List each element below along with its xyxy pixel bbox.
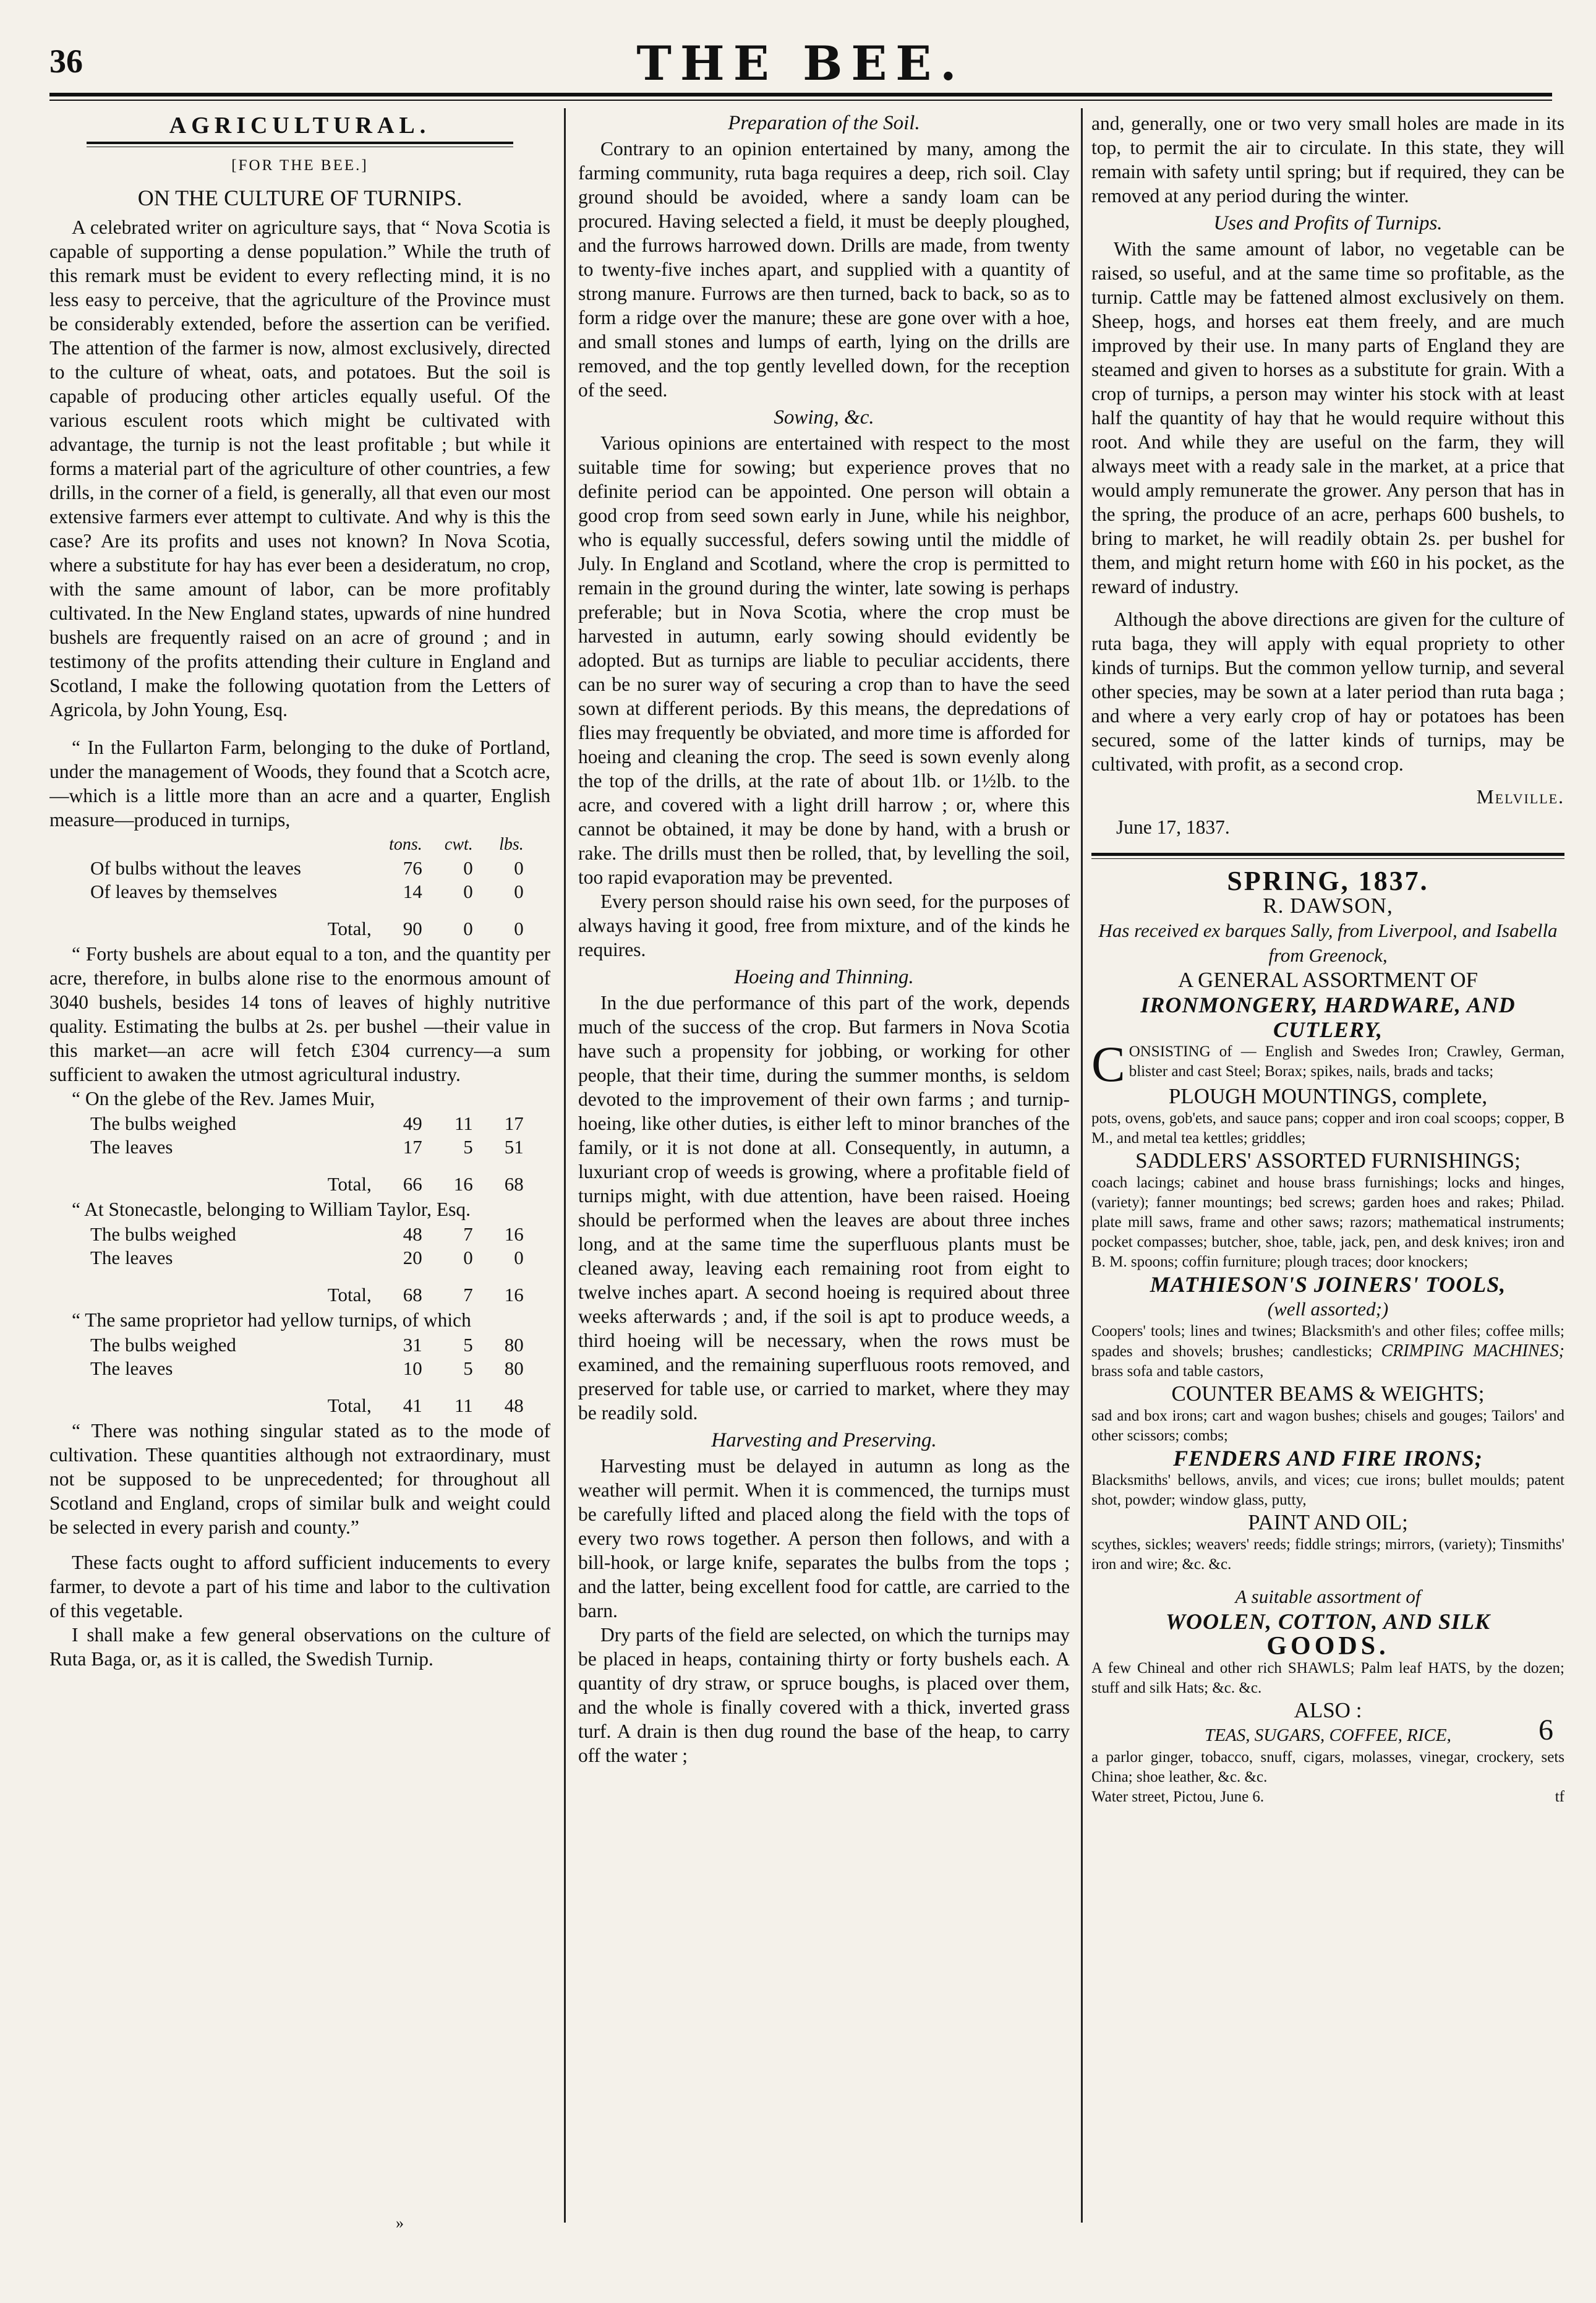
ad-plough: PLOUGH MOUNTINGS, complete, bbox=[1168, 1084, 1488, 1108]
ad-received: Has received ex barques Sally, from Liverpool, and Isabella from Greenock, bbox=[1098, 920, 1558, 966]
column-1 bbox=[49, 111, 550, 2229]
paragraph: Various opinions are entertained with respect to the most suitable time for sowing; but experience proves that no definite period can be appointed. One person will obtain a good crop from seed sown early in June, while his neighbor, who is equally successful, defers sowing until the middle of July. In England and Scotland, where the crop is permitted to remain in the ground during the winter, late sowing is perhaps preferable; but in Nova Scotia, where the crop must be harvested in autumn, early sowing should evidently be adopted. But as turnips are liable to peculiar accidents, there can be no surer way of securing a crop than to have the seed sown at different periods. By this means, the depredations of flies may frequently be obviated, and more time is afforded for hoeing and cleaning the crop. The seed is sown evenly along the top of the drills, at the rate of about 1lb. or 1½lb. to the acre, and covered with a light drill harrow ; or, where this cannot be obtained, it may be done by hand, with a brush or rake. The drills must then be rolled, that, by levelling the soil, too rapid evaporation may be prevented. bbox=[578, 432, 1070, 888]
table-total: Total, 41 11 48 bbox=[327, 1395, 524, 1416]
ad-teas: TEAS, SUGARS, COFFEE, RICE, bbox=[1205, 1725, 1451, 1745]
ad-assortment: A GENERAL ASSORTMENT OF bbox=[1177, 968, 1479, 992]
masthead: THE BEE. bbox=[636, 36, 965, 91]
paragraph: A celebrated writer on agriculture says, that “ Nova Scotia is capable of supporting a dense population.” While the truth of this remark must be evident to every reflecting mind, it is no less easy to perceive, that the agriculture of the Province must be considerably extended, before the assertion can be verified. The attention of the farmer is now, almost exclusively, directed to the culture of wheat, oats, and potatoes. But the soil is capable of producing other articles equally useful. Of the various esculent roots which might be cultivated with advantage, the turnip is not the least profitable ; but while it forms a material part of the agriculture of other countries, a few drills, in the corner of a field, is generally, all that even our most extensive farmers ever attempt to cultivate. And why is this the case? Are its profits and uses not known? In Nova Scotia, where a substitute for hay has ever been a desideratum, no crop, with the same amount of labor, can be more profitably cultivated. In the New England states, upwards of nine hundred bushels are frequently raised on an acre of ground ; and in testimony of the profits attending their culture in England and Scotland, I make the following quotation from the Letters of Agricola, by John Young, Esq. bbox=[49, 216, 550, 720]
ad-merchant: R. DAWSON, bbox=[1263, 894, 1393, 918]
paragraph: In the due performance of this part of the work, depends much of the success of the crop. But farmers in Nova Scotia have such a propensity for jobbing, or working for other people, that their time, during the summer months, is seldom devoted to the improvement of their own farms ; and turnip-hoeing, like other duties, is either left to minor branches of the family, or it is not done at all. Consequently, in autumn, a luxuriant crop of weeds is growing, where a profitable field of turnips might, with due attention, have been raised. Hoeing should be performed when the leaves are about three inches long, and at the same time the superfluous plants must be cleaned away, leaving each remaining root from eight to twelve inches apart. A second hoeing is required about three weeks afterwards ; and, if the soil is apt to produce weeds, a third hoeing will be necessary, when the rows must be examined, and the remaining superfluous roots removed, and preserved for table use, or carried to market, where they may be readily sold. bbox=[578, 992, 1070, 1424]
table-row: The leaves 17 5 51 bbox=[90, 1136, 524, 1158]
page-number: 36 bbox=[49, 43, 83, 80]
ad-address: Water street, Pictou, June 6. bbox=[1091, 1788, 1265, 1805]
ad-footer bbox=[1091, 1787, 1564, 1807]
table-row: The leaves 20 0 0 bbox=[90, 1247, 524, 1268]
ad-rule-thin bbox=[1091, 858, 1564, 859]
drop-cap: C bbox=[1091, 1036, 1125, 1092]
table-row: The bulbs weighed 49 11 17 bbox=[90, 1113, 524, 1134]
ad-shawls: A few Chineal and other rich SHAWLS; Palm leaf HATS, by the dozen; stuff and silk Hats; &c. &c. bbox=[1091, 1660, 1564, 1696]
ad-sad: sad and box irons; cart and wagon bushes; chisels and gouges; Tailors' and other scissors; combs; bbox=[1091, 1408, 1564, 1444]
ad-paint: PAINT AND OIL; bbox=[1248, 1510, 1408, 1534]
column-3 bbox=[1091, 111, 1564, 2229]
ad-blacksmiths: Blacksmiths' bellows, anvils, and vices; cue irons; bullet moulds; patent shot, powder; window glass, putty, bbox=[1091, 1472, 1564, 1508]
paragraph: “ On the glebe of the Rev. James Muir, bbox=[72, 1088, 375, 1109]
ad-mathieson: MATHIESON'S JOINERS' TOOLS, bbox=[1150, 1272, 1506, 1297]
paragraph: These facts ought to afford sufficient inducements to every farmer, to devote a part of his time and labor to the cultivation of this vegetable. bbox=[49, 1552, 550, 1622]
paragraph: Dry parts of the field are selected, on which the turnips may be placed in heaps, containing thirty or forty bushels each. A quantity of dry straw, or spruce boughs, is placed over them, and the whole is finally covered with a thick, inverted grass turf. A drain is then dug round the base of the heap, to carry off the water ; bbox=[578, 1624, 1070, 1766]
subheading: Harvesting and Preserving. bbox=[711, 1429, 937, 1451]
paragraph: Contrary to an opinion entertained by many, among the farming community, ruta baga requires a deep, rich soil. Clay ground should be avoided, where a sandy loam can be procured. Having selected a field, it must be deeply ploughed, and the furrows harrowed down. Drills are made, from twenty to twenty-five inches apart, and supplied with a quantity of strong manure. Furrows are then turned, back to back, so as to form a ridge over the manure; these are gone over with a hoe, and small stones and lumps of earth, lying on the drills are removed, and the top gently levelled down, for the reception of the seed. bbox=[578, 138, 1070, 401]
paragraph: Although the above directions are given for the culture of ruta baga, they will apply with equal propriety to other kinds of turnips. But the common yellow turnip, and several other species, may be sown at a later period than ruta baga ; and where a very early crop of hay or potatoes has been secured, some of the latter kinds of turnips, may be cultivated, with profit, as a second crop. bbox=[1091, 609, 1564, 775]
table-total: Total, 66 16 68 bbox=[327, 1173, 524, 1195]
section-rule bbox=[87, 142, 513, 147]
table-total: Total, 90 0 0 bbox=[327, 918, 524, 939]
column-2 bbox=[578, 111, 1070, 2229]
paragraph: “ The same proprietor had yellow turnips, of which bbox=[72, 1309, 471, 1331]
subheading: Preparation of the Soil. bbox=[728, 112, 920, 134]
table-row: Of bulbs without the leaves 76 0 0 bbox=[90, 857, 524, 879]
table-row: The bulbs weighed 31 5 80 bbox=[90, 1334, 524, 1356]
table-row: Of leaves by themselves 14 0 0 bbox=[90, 881, 524, 902]
ad-counter: COUNTER BEAMS & WEIGHTS; bbox=[1171, 1382, 1485, 1406]
yield-table-yellow bbox=[87, 1333, 527, 1417]
paragraph: With the same amount of labor, no vegetable can be raised, so useful, and at the same time so profitable, as the turnip. Cattle may be fattened almost exclusively on them. Sheep, hogs, and horses eat them freely, and are much improved by their use. In many parts of England they are steamed and given to horses as a substitute for grain. With a crop of turnips, a person may winter his stock with at least half the quantity of hay that he would require without this root. And while they are useful on the farm, they will always meet with a ready sale in the market, at a price that would amply remunerate the grower. Any person that has in the spring, the produce of an acre, perhaps 600 bushels, to bring to market, he will readily obtain 2s. per bushel for them, and might return home with £60 in his pocket, as the reward of industry. bbox=[1091, 238, 1564, 597]
ad-parlor: a parlor ginger, tobacco, snuff, cigars, molasses, vinegar, crockery, sets China; shoe leather, &c. &c. bbox=[1091, 1749, 1564, 1785]
ad-well-assorted: (well assorted;) bbox=[1267, 1298, 1389, 1320]
yield-table-stonecastle bbox=[87, 1223, 527, 1307]
ad-suitable: A suitable assortment of bbox=[1235, 1586, 1421, 1607]
yield-table-fullarton: tons. cwt. lbs. Of bulbs without the leaves 76 0 0 Of leaves by themselves 14 0 0 Total, 90 0 0 bbox=[87, 833, 527, 941]
ad-coopers: Coopers' tools; lines and twines; Blacksmith's and other files; coffee mills; spades and shovels; brushes; candlesticks; CRIMPING MACHINES; brass sofa and table castors, bbox=[1091, 1323, 1564, 1380]
signature: Melville. bbox=[1476, 786, 1564, 808]
ad-rule bbox=[1091, 853, 1564, 856]
header-rule bbox=[49, 93, 1552, 96]
paragraph: Harvesting must be delayed in autumn as long as the weather will permit. When it is commenced, the turnips must be carefully lifted and placed along the field with the tops of every two rows together. A person then follows, and with a bill-hook, or large knife, separates the bulbs from the tops ; and the latter, being excellent food for cattle, are carried to the barn. bbox=[578, 1455, 1070, 1622]
article-title: ON THE CULTURE OF TURNIPS. bbox=[137, 186, 463, 210]
subheading: Sowing, &c. bbox=[774, 406, 874, 429]
ad-consisting: CONSISTING of — English and Swedes Iron; Crawley, German, blister and cast Steel; Borax; spikes, nails, brads and tacks; bbox=[1091, 1036, 1564, 1092]
ad-fenders: FENDERS AND FIRE IRONS; bbox=[1173, 1446, 1483, 1471]
ad-woolen: WOOLEN, COTTON, AND SILK bbox=[1165, 1609, 1491, 1634]
table-row: The leaves 10 5 80 bbox=[90, 1357, 524, 1379]
margin-mark: 6 bbox=[1538, 1714, 1553, 1746]
ad-also: ALSO : bbox=[1294, 1698, 1362, 1722]
table-row: The bulbs weighed 48 7 16 bbox=[90, 1223, 524, 1245]
dateline: June 17, 1837. bbox=[1116, 816, 1230, 838]
advertisement-dawson bbox=[1091, 866, 1564, 1807]
attribution: [FOR THE BEE.] bbox=[231, 157, 369, 174]
paragraph: “ Forty bushels are about equal to a ton, and the quantity per acre, therefore, in bulbs alone rise to the enormous amount of 3040 bushels, besides 14 tons of leaves of highly nutritive quality. Estimating the bulbs at 2s. per bushel —their value in this market—an acre will fetch £304 currency—a sum sufficient to awaken the utmost agricultural industry. bbox=[49, 943, 550, 1085]
ad-coach: coach lacings; cabinet and house brass furnishings; locks and hinges, (variety); fanner mountings; bed screws; garden hoes and rakes; Philad. plate mill saws, frame and other saws; razors; mathematical instruments; pocket compasses; butcher, shoe, table, jack, pen, and desk knives; iron and B. M. spoons; coffin furniture; plough traces; door knockers; bbox=[1091, 1174, 1564, 1270]
ad-scythes: scythes, sickles; weavers' reeds; fiddle strings; mirrors, (variety); Tinsmiths' iron and wire; &c. &c. bbox=[1091, 1536, 1564, 1573]
column-divider bbox=[1081, 108, 1083, 2223]
ad-saddlers: SADDLERS' ASSORTED FURNISHINGS; bbox=[1135, 1148, 1521, 1173]
ad-pots: pots, ovens, gob'ets, and sauce pans; copper and iron coal scoops; copper, B M., and metal tea kettles; griddles; bbox=[1091, 1110, 1564, 1147]
paragraph: Every person should raise his own seed, for the purposes of always having it good, free from mixture, and of the kinds he requires. bbox=[578, 891, 1070, 960]
subheading: Hoeing and Thinning. bbox=[734, 966, 914, 988]
bottom-mark: » bbox=[396, 2214, 404, 2232]
ad-ironmongery: IRONMONGERY, HARDWARE, AND CUTLERY, bbox=[1140, 993, 1516, 1042]
table-total: Total, 68 7 16 bbox=[327, 1284, 524, 1305]
subheading: Uses and Profits of Turnips. bbox=[1213, 212, 1443, 234]
column-divider bbox=[564, 108, 566, 2223]
paragraph: “ There was nothing singular stated as to the mode of cultivation. These quantities although not extraordinary, must not be supposed to be unprecedented; for throughout all Scotland and England, crops of similar bulk and weight could be selected in every parish and county.” bbox=[49, 1420, 550, 1538]
section-title: AGRICULTURAL. bbox=[169, 113, 431, 139]
ad-goods: GOODS. bbox=[1266, 1632, 1389, 1660]
ad-headline: SPRING, 1837. bbox=[1227, 866, 1429, 896]
ad-tf: tf bbox=[1555, 1788, 1564, 1805]
paragraph: I shall make a few general observations on the culture of Ruta Baga, or, as it is called, the Swedish Turnip. bbox=[49, 1624, 550, 1670]
paragraph: and, generally, one or two very small holes are made in its top, to permit the air to circulate. In this state, they will remain with safety until spring; but if required, they can be removed at any period during the winter. bbox=[1091, 113, 1564, 207]
yield-table-muir bbox=[87, 1112, 527, 1196]
header-rule-thin bbox=[49, 100, 1552, 101]
paragraph: “ In the Fullarton Farm, belonging to the duke of Portland, under the management of Woods, they found that a Scotch acre,—which is a little more than an acre and a quarter, English measure—produced in turnips, bbox=[49, 737, 550, 831]
paragraph: “ At Stonecastle, belonging to William Taylor, Esq. bbox=[72, 1198, 471, 1220]
page-header bbox=[49, 36, 1552, 92]
